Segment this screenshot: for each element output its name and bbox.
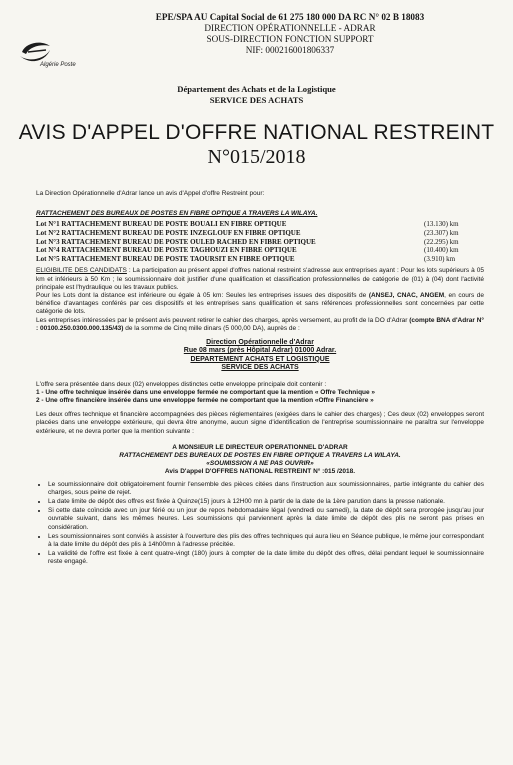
document-body [36, 190, 484, 568]
envelope-item-2: 2 - Une offre financière insérée dans une enveloppe fermée ne comportant que la mention «Offre Financière » [36, 397, 374, 405]
lot-label: Lot N°2 RATTACHEMENT BUREAU DE POSTE INZEGLOUF EN FIBRE OPTIQUE [36, 229, 301, 237]
lot-label: Lot N°5 RATTACHEMENT BUREAU DE POSTE TAOURSIT EN FIBRE OPTIQUE [36, 254, 295, 263]
list-item: • Si cette date coïncide avec un jour férié ou un jour de repos hebdomadaire légal (vendredi ou samedi), la date de dépôt sera prorogée jusqu'au jour ouvrable suivant, dans les mêmes heures. Les soumissions qui parviennent après la date limite de dépôt des plis ne seront pas prises en considération. [48, 507, 484, 532]
list-item: • Le soumissionnaire doit obligatoirement fournir l'ensemble des pièces citées dans l'instruction aux soumissionnaires, partie intégrante du cahier des charges, sous peine de rejet. [48, 481, 484, 497]
lot-row [36, 238, 484, 247]
envelope-item-1 [36, 389, 484, 397]
bank-account-text: (compte BNA d'Adrar N° : 00100.250.0300.000.135/43) [36, 316, 485, 332]
service-name: SERVICE DES ACHATS [209, 95, 304, 105]
address-line: DEPARTEMENT ACHATS ET LOGISTIQUE [190, 355, 330, 363]
lot-distance: (10.400) km [424, 246, 459, 255]
algerie-poste-logo [16, 36, 94, 70]
direction-line: DIRECTION OPÉRATIONNELLE - ADRAR [204, 23, 376, 33]
rattachement-heading: RATTACHEMENT DES BUREAUX DE POSTES EN FIBRE OPTIQUE A TRAVERS LA WILAYA. [36, 210, 318, 218]
address-line: SERVICE DES ACHATS [221, 364, 299, 372]
company-capital-line: EPE/SPA AU Capital Social de 61 275 180 000 DA RC N° 02 B 18083 [155, 12, 425, 22]
small-lots-text: Pour les Lots dont la distance est inférieure ou égale à 05 km: Seules les entreprises issues des dispositifs de [36, 291, 369, 299]
page-title: AVIS D'APPEL D'OFFRE NATIONAL RESTREINT [18, 121, 495, 144]
list-item: • Les soumissionnaires sont conviés à assister à l'ouverture des plis des offres techniques qui aura lieu en Séance publique, le même jour correspondant à la date limite du dépôt des plis à 14h00mn à l'adresse précitée. [48, 533, 484, 549]
list-item: • La date limite de dépôt des offres est fixée à Quinze(15) jours à 12H00 mn à partir de la date de la 1ère parution dans la presse nationale. [48, 498, 484, 506]
department-name: Département des Achats et de la Logistique [177, 84, 336, 94]
lots-list [36, 220, 484, 263]
withdrawal-text: Les entreprises intéressées par le présent avis peuvent retirer le cahier des charges, après versement, au profit de la DO d'Adrar [36, 316, 410, 324]
lot-label: Lot N°3 RATTACHEMENT BUREAU DE POSTE OULED RACHED EN FIBRE OPTIQUE [36, 237, 316, 246]
address-line: Rue 08 mars (près Hôpital Adrar) 01000 Adrar. [183, 347, 337, 355]
nif-line: NIF: 000216001806337 [245, 45, 335, 55]
intro-paragraph: La Direction Opérationnelle d'Adrar lance un avis d'Appel d'offre Restreint pour: [36, 190, 265, 197]
conditions-list [36, 481, 484, 567]
mention-line: «SOUMISSION A NE PAS OUVRIR» [206, 460, 314, 468]
withdrawal-paragraph [36, 317, 484, 333]
envelope-item-1-text: 1 - Une offre technique insérée dans une enveloppe fermée ne comportant que la mention [36, 388, 315, 396]
lot-row [36, 220, 484, 229]
department-block [60, 84, 453, 106]
lot-row [36, 229, 484, 238]
address-line: Direction Opérationnelle d'Adrar [206, 339, 314, 346]
envelope-item-1-mention: « Offre Technique » [314, 388, 376, 396]
lot-distance: (13.130) km [424, 220, 459, 229]
lot-distance: (3.910) km [424, 254, 456, 263]
small-lots-text-end: , en cours de bénéfice d'avantages conférés par ces dispositifs et les entreprises sans qualification et sans références professionnelles sont concernées par cette catégorie de lots. [36, 291, 485, 316]
tender-number: N°015/2018 [207, 146, 306, 168]
lot-distance: (22.295) km [424, 237, 459, 246]
logo-text: Algérie Poste [40, 62, 76, 68]
eligibility-label: ELIGIBILITE DES CANDIDATS [36, 267, 127, 275]
sub-direction-line: SOUS-DIRECTION FONCTION SUPPORT [206, 34, 374, 44]
lot-distance: (23.307) km [424, 229, 459, 237]
eligibility-paragraph [36, 267, 484, 292]
mention-line: RATTACHEMENT DES BUREAUX DE POSTES EN FIBRE OPTIQUE A TRAVERS LA WILAYA. [119, 452, 401, 460]
mention-line: A MONSIEUR LE DIRECTEUR OPERATIONNEL D'ADRAR [172, 443, 348, 451]
eligibility-text: : La participation au présent appel d'offres national restreint s'adresse aux entreprises ayant : Pour les lots supérieurs à 05 km et inférieurs à 50 Km ; le soumissionnaire doit justifier d'une qualification et classification professionnelles de catégorie de (01) à (04) dont l'activité principale est l'hydraulique ou les travaux publics. [36, 267, 484, 291]
lot-label: Lot N°1 RATTACHEMENT BUREAU DE POSTE BOUALI EN FIBRE OPTIQUE [36, 220, 287, 229]
company-header [110, 12, 470, 56]
lot-label: Lot N°4 RATTACHEMENT BUREAU DE POSTE TAGHOUZI EN FIBRE OPTIQUE [36, 246, 297, 255]
lot-row [36, 246, 484, 255]
address-block [36, 339, 484, 373]
list-item: • La validité de l'offre est fixée à cent quatre-vingt (180) jours à compter de la date limite du dépôt des offres, délai pendant lequel le soumissionnaire reste engagé. [48, 550, 484, 566]
mention-line: Avis D'appel D'OFFRES NATIONAL RESTREINT N° :015 /2018. [164, 468, 356, 476]
envelope-mention-block [36, 444, 484, 477]
envelopes-paragraph: Les deux offres technique et financière accompagnées des pièces réglementaires (exigées dans le cahier des charges) ; Ces deux (02) enveloppes seront placées dans une enveloppe extérieure, qui devra être anonyme, aucun signe d'identification de l'entreprise soumissionnaire ne paraîtra sur l'enveloppe extérieure, et ne devra porter que la mention suivante : [36, 411, 484, 435]
dispositifs-text: (ANSEJ, CNAC, ANGEM [368, 291, 445, 299]
envelopes-intro: L'offre sera présentée dans deux (02) enveloppes distinctes cette enveloppe principale doit contenir : [36, 380, 327, 388]
lot-row [36, 255, 484, 264]
small-lots-paragraph [36, 292, 484, 317]
withdrawal-text-end: de la somme de Cinq mille dinars (5 000,00 DA), auprès de : [123, 324, 300, 332]
